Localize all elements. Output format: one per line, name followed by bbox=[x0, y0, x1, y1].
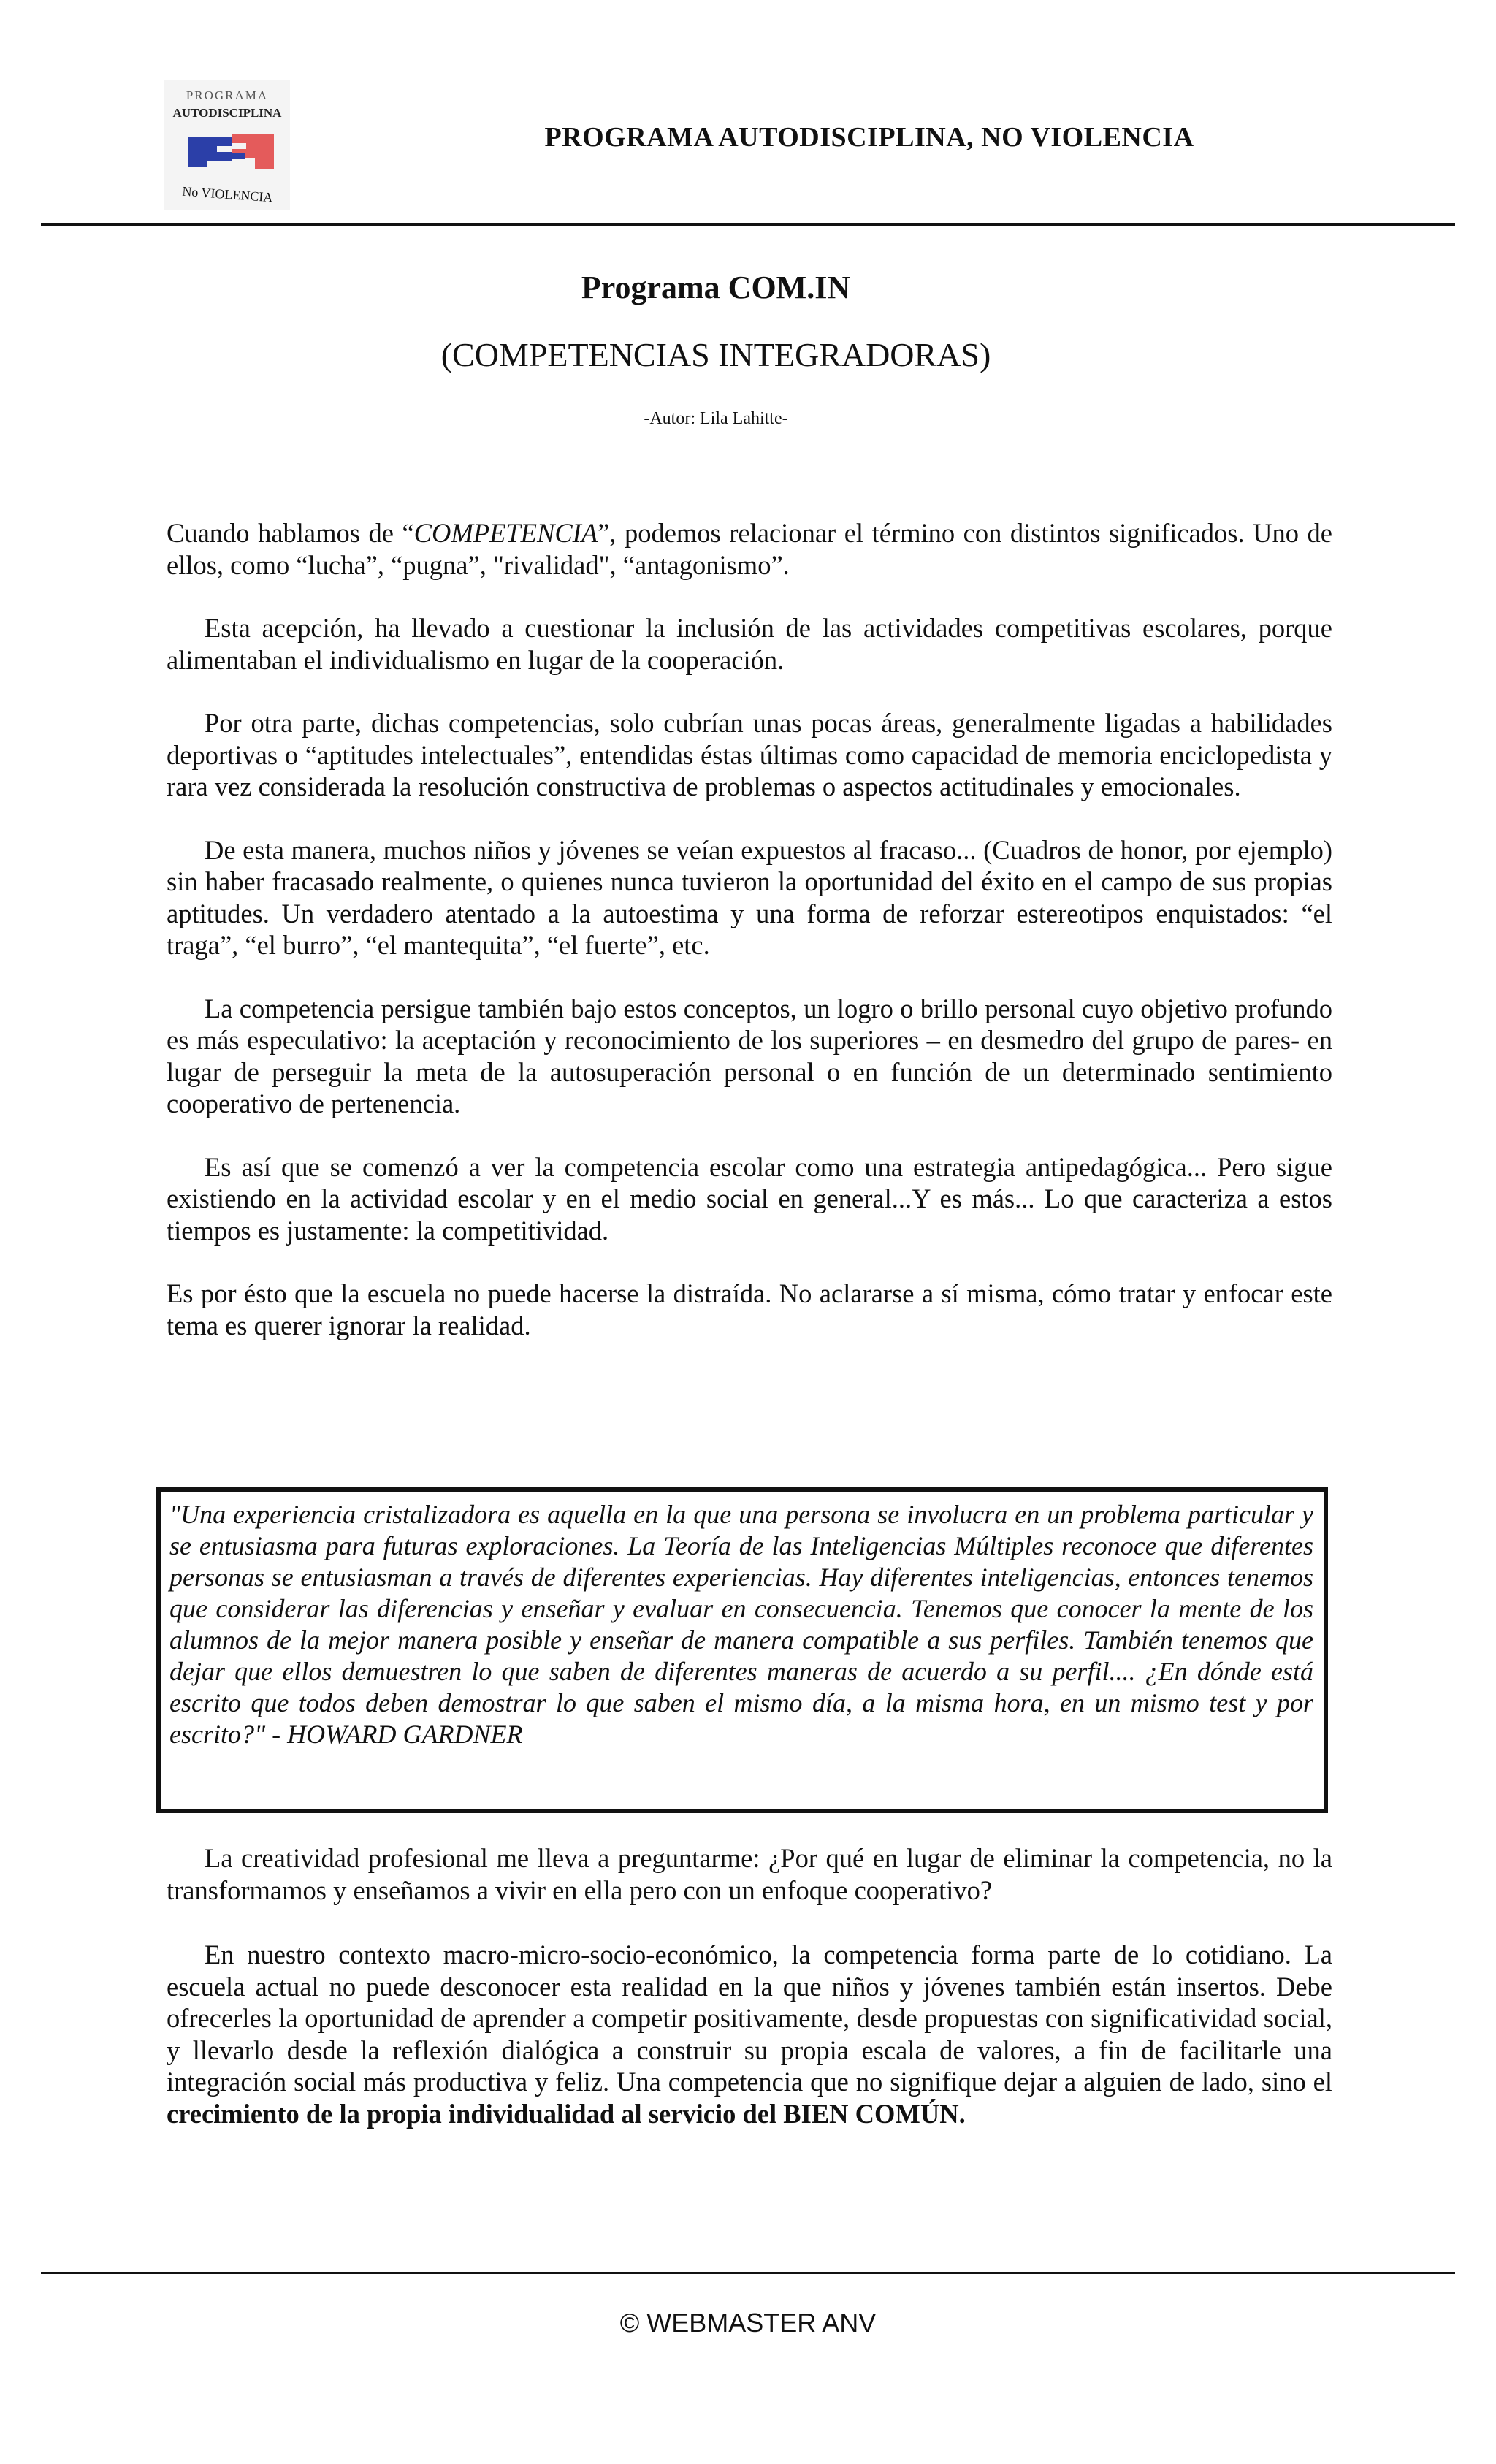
gardner-quote-box bbox=[156, 1487, 1328, 1813]
paragraph-9-start: En nuestro contexto macro-micro-socio-económico, la competencia forma parte de lo cotidiano. La escuela actual no puede desconocer esta realidad en la que niños y jóvenes también están insertos. Debe ofrecerles la oportunidad de aprender a competir positivamente, desde propuestas con significatividad social, y llevarlo desde la reflexión dialógica a construir su propia escala de valores, a fin de facilitarle una integración social más productiva y feliz. Una competencia que no signifique dejar a alguien de lado, sino el bbox=[167, 1939, 1332, 2097]
paragraph-7: Es por ésto que la escuela no puede hacerse la distraída. No aclararse a sí misma, cómo tratar y enfocar este tema es querer ignorar la realidad. bbox=[167, 1278, 1332, 1340]
footer-divider bbox=[41, 2272, 1455, 2274]
paragraph-1-start: Cuando hablamos de “ bbox=[167, 518, 414, 548]
paragraph-6: Es así que se comenzó a ver la competencia escolar como una estrategia antipedagógica... Pero sigue existiendo en la actividad escolar y en el medio social en general...Y es más... Lo que caracteriza a estos tiempos es justamente: la competitividad. bbox=[167, 1151, 1332, 1246]
document-subtitle: (COMPETENCIAS INTEGRADORAS) bbox=[440, 336, 991, 373]
paragraph-1 bbox=[167, 517, 1332, 581]
paragraph-5: La competencia persigue también bajo estos conceptos, un logro o brillo personal cuyo objetivo profundo es más especulativo: la aceptación y reconocimiento de los superiores – en desmedro del grupo de pares- en lugar de perseguir la meta de la autosuperación personal o en función de un determinado sentimiento cooperativo de pertenencia. bbox=[167, 993, 1332, 1118]
program-logo bbox=[164, 80, 290, 210]
document-title: Programa COM.IN bbox=[581, 270, 851, 305]
paragraph-2: Esta acepción, ha llevado a cuestionar la inclusión de las actividades competitivas escolares, porque alimentaban el individualismo en lugar de la cooperación. bbox=[167, 613, 1332, 675]
logo-graphic bbox=[164, 80, 290, 210]
program-header-title: PROGRAMA AUTODISCIPLINA, NO VIOLENCIA bbox=[544, 122, 1194, 153]
header-divider bbox=[41, 223, 1455, 226]
paragraph-4: De esta manera, muchos niños y jóvenes se veían expuestos al fracaso... (Cuadros de honor, por ejemplo) sin haber fracasado realmente, o quienes nunca tuvieron la oportunidad del éxito en el campo de sus propias aptitudes. Un verdadero atentado a la autoestima y una forma de reforzar estereotipos enquistados: “el traga”, “el burro”, “el mantequita”, “el fuerte”, etc. bbox=[167, 834, 1332, 960]
paragraph-9 bbox=[167, 1939, 1332, 2129]
paragraph-1-emphasis: COMPETENCIA bbox=[413, 518, 598, 548]
logo-line-1: PROGRAMA bbox=[186, 88, 269, 102]
paragraph-1-end: ”, podemos relacionar el término con distintos significados. Uno de ellos, como “lucha”, “pugna”, "rivalidad", “antagonismo”. bbox=[167, 518, 1332, 580]
gardner-quote-text: "Una experiencia cristalizadora es aquella en la que una persona se involucra en un problema particular y se entusiasma para futuras exploraciones. La Teoría de las Inteligencias Múltiples reconoce que diferentes personas se entusiasman a través de diferentes experiencias. Hay diferentes inteligencias, entonces tenemos que considerar las diferencias y enseñar y evaluar en consecuencia. Tenemos que conocer la mente de los alumnos de la mejor manera posible y enseñar de manera compatible a sus perfiles. También tenemos que dejar que ellos demuestren lo que saben de diferentes maneras de acuerdo a su perfil.... ¿En dónde está escrito que todos deben demostrar lo que saben el mismo día, a la misma hora, en un mismo test y por escrito?" - HOWARD GARDNER bbox=[169, 1500, 1313, 1749]
footer-copyright: © WEBMASTER ANV bbox=[619, 2308, 877, 2338]
logo-line-2: AUTODISCIPLINA bbox=[172, 106, 282, 120]
paragraph-8: La creatividad profesional me lleva a preguntarme: ¿Por qué en lugar de eliminar la competencia, no la transformamos y enseñamos a vivir en ella pero con un enfoque cooperativo? bbox=[167, 1843, 1332, 1905]
logo-line-3: No VIOLENCIA bbox=[181, 183, 274, 205]
article-body bbox=[167, 517, 1332, 1357]
paragraph-9-bold: crecimiento de la propia individualidad al servicio del BIEN COMÚN. bbox=[167, 2098, 966, 2129]
document-author: -Autor: Lila Lahitte- bbox=[644, 409, 788, 428]
article-body-continued bbox=[167, 1842, 1332, 2162]
paragraph-3: Por otra parte, dichas competencias, solo cubrían unas pocas áreas, generalmente ligadas a habilidades deportivas o “aptitudes intelectuales”, entendidas éstas últimas como capacidad de memoria enciclopedista y rara vez considerada la resolución constructiva de problemas o aspectos actitudinales y emocionales. bbox=[167, 708, 1332, 801]
